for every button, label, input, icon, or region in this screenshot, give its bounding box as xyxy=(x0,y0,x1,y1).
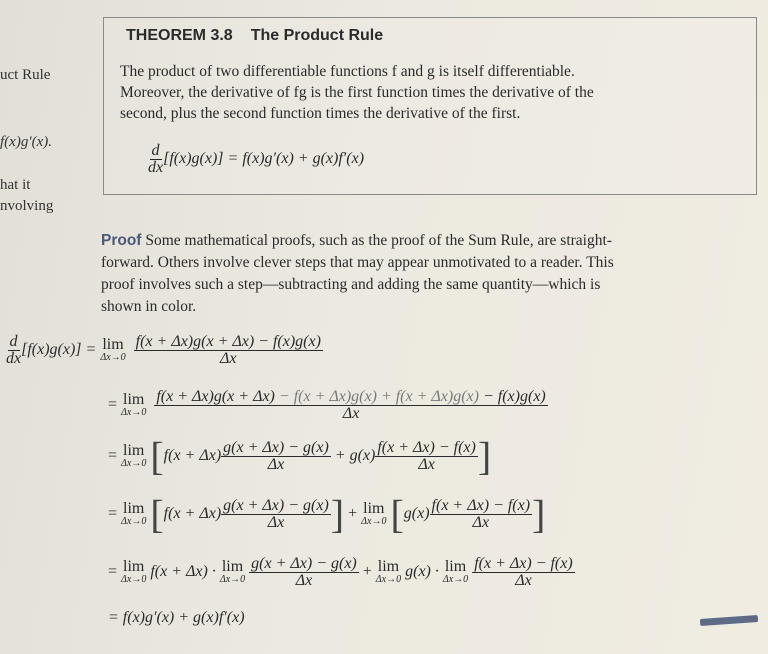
g-difference: g(x + Δx) − g(x) xyxy=(223,439,329,456)
g-x-times: g(x) · xyxy=(405,563,439,581)
delta-x: Δx xyxy=(418,456,435,473)
plus-sign: + xyxy=(362,563,372,581)
theorem-formula xyxy=(148,143,364,176)
step2-numerator-b: − f(x)g(x) xyxy=(478,388,546,405)
theorem-heading xyxy=(126,27,383,45)
formula-expression: [f(x)g(x)] = f(x)g′(x) + g(x)f′(x) xyxy=(163,150,365,168)
margin-text-4: nvolving xyxy=(0,198,54,214)
margin-text-1: uct Rule xyxy=(0,67,51,83)
limit-subscript: Δx→0 xyxy=(121,457,147,469)
theorem-line-1: The product of two differentiable functions f and g is itself differentiable. xyxy=(120,63,575,80)
d-numerator: d xyxy=(9,333,18,350)
limit: lim xyxy=(377,557,400,575)
g-difference: g(x + Δx) − g(x) xyxy=(223,497,329,514)
g-difference: g(x + Δx) − g(x) xyxy=(251,555,357,572)
page-marker-bar xyxy=(700,615,758,626)
limit-subscript: Δx→0 xyxy=(121,573,147,585)
step2-numerator-a: f(x + Δx)g(x + Δx) xyxy=(156,388,279,405)
margin-text-3: hat it xyxy=(0,177,31,193)
limit-subscript: Δx→0 xyxy=(100,351,126,363)
limit-subscript: Δx→0 xyxy=(121,515,147,527)
delta-x: Δx xyxy=(295,572,313,589)
limit-subscript: Δx→0 xyxy=(121,406,147,418)
margin-text-2: f(x)g′(x). xyxy=(0,134,52,150)
proof-line-4: shown in color. xyxy=(101,298,197,315)
f-x-plus-dx: f(x + Δx) xyxy=(163,505,222,523)
limit: lim xyxy=(123,441,145,459)
proof-line-3: proof involves such a step—subtracting and adding the same quantity—which is xyxy=(101,276,601,293)
step2-numerator-colored: − f(x + Δx)g(x) + f(x + Δx)g(x) xyxy=(278,388,479,405)
derivation-final: = f(x)g′(x) + g(x)f′(x) xyxy=(108,609,245,626)
proof-line-1-text: Some mathematical proofs, such as the proof of the Sum Rule, are straight- xyxy=(145,232,612,249)
f-difference: f(x + Δx) − f(x) xyxy=(431,497,531,514)
delta-x: Δx xyxy=(515,572,532,589)
limit: lim xyxy=(123,557,145,575)
f-difference: f(x + Δx) − f(x) xyxy=(377,439,476,456)
derivation-step-3: = lim Δx→0 [f(x + Δx) $\frac{g(x + \Delta x) - g(x)}{\Delta x}$ + g(x) $\frac{f(x + \Delta x) - f(x)}{\Delta x}$ ] xyxy=(108,433,492,479)
limit-subscript: Δx→0 xyxy=(361,515,387,527)
theorem-line-2: Moreover, the derivative of fg is the first function times the derivative of the xyxy=(120,84,594,101)
equals-sign: = xyxy=(108,396,118,414)
equals-sign: = xyxy=(108,563,118,581)
derivation-step-5 xyxy=(108,556,575,589)
delta-x: Δx xyxy=(267,456,285,473)
derivation-step-1 xyxy=(6,334,323,367)
d-numerator: d xyxy=(151,142,160,159)
limit-subscript: Δx→0 xyxy=(442,573,469,585)
delta-x: Δx xyxy=(267,514,285,531)
limit: lim xyxy=(444,557,467,575)
limit: lim xyxy=(123,390,145,408)
proof-line-2: forward. Others involve clever steps that may appear unmotivated to a reader. This xyxy=(101,254,614,271)
dx-denominator: dx xyxy=(148,159,164,176)
theorem-title: The Product Rule xyxy=(250,27,384,44)
limit: lim xyxy=(123,499,145,517)
derivation-step-2 xyxy=(108,389,548,422)
limit: lim xyxy=(102,335,124,353)
f-x-plus-dx-times: f(x + Δx) · xyxy=(150,563,216,581)
proof-label: Proof xyxy=(101,232,142,249)
g-x: g(x) xyxy=(403,505,430,523)
derivative-lhs: [f(x)g(x)] = xyxy=(21,341,101,359)
proof-line-1 xyxy=(101,230,612,251)
plus-g-x: + g(x) xyxy=(334,447,376,465)
step1-numerator: f(x + Δx)g(x + Δx) − f(x)g(x) xyxy=(135,333,321,350)
delta-x: Δx xyxy=(472,514,490,531)
derivation-step-4: = lim Δx→0 [f(x + Δx) $\frac{g(x + \Delta x) - g(x)}{\Delta x}$ ] + lim Δx→0 [g(x) $\frac{f(x + \Delta x) - f(x)}{\Delta x}$ ] xyxy=(108,491,546,537)
theorem-label: THEOREM 3.8 xyxy=(126,27,233,44)
dx-denominator: dx xyxy=(6,350,22,367)
limit: lim xyxy=(221,557,244,575)
equals-sign: = xyxy=(108,447,118,465)
f-x-plus-dx: f(x + Δx) xyxy=(163,447,222,465)
theorem-line-3: second, plus the second function times the derivative of the first. xyxy=(120,105,521,122)
limit-subscript: Δx→0 xyxy=(375,573,402,585)
delta-x: Δx xyxy=(220,350,237,367)
limit: lim xyxy=(363,499,385,517)
equals-sign: = xyxy=(108,505,118,523)
delta-x: Δx xyxy=(342,405,360,422)
f-difference: f(x + Δx) − f(x) xyxy=(474,555,573,572)
limit-subscript: Δx→0 xyxy=(219,573,246,585)
